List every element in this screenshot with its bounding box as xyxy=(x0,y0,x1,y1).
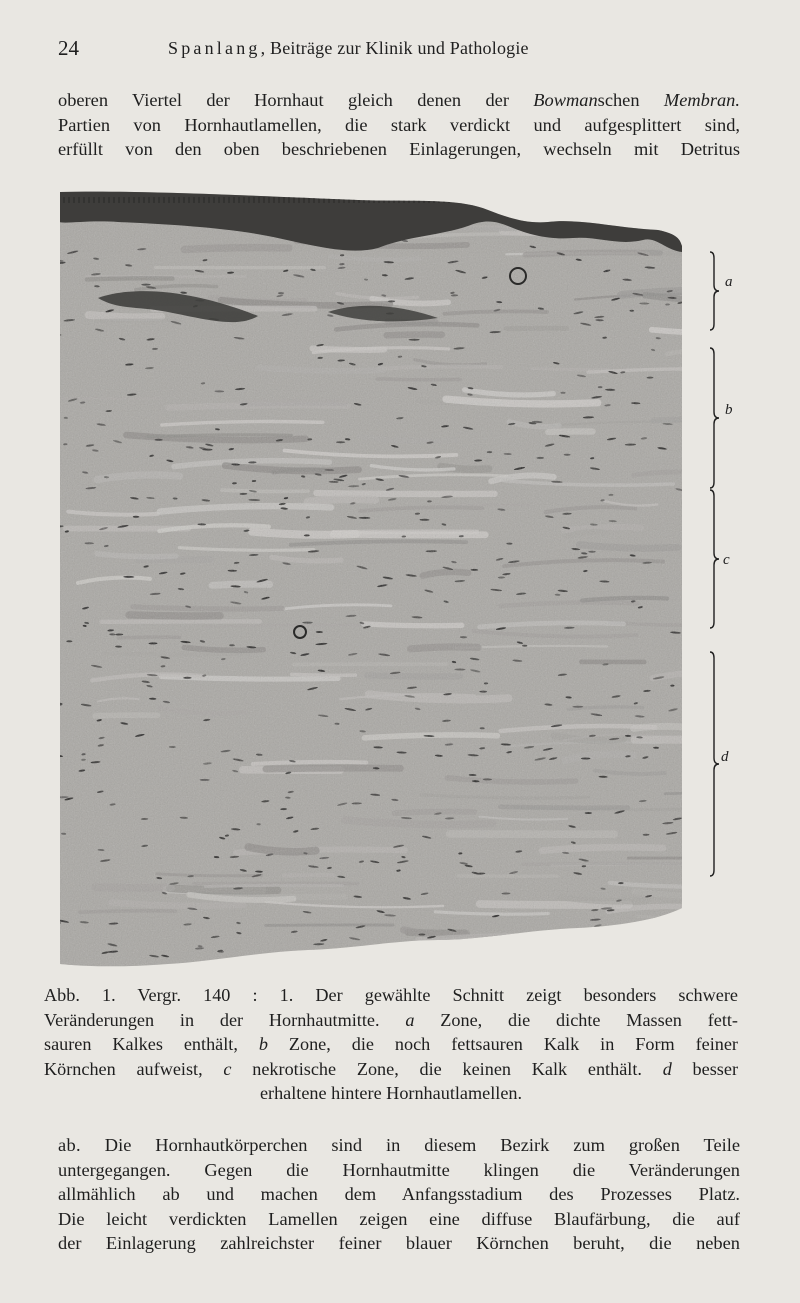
nucleus-mark xyxy=(580,945,588,949)
text-segment: schen xyxy=(597,90,664,110)
italic-name: Bowman xyxy=(533,90,598,110)
nucleus-mark xyxy=(441,943,447,946)
histology-micrograph xyxy=(58,188,748,970)
text-segment: Die Hornhautkörperchen sind in diesem Bezirk zum großen Teile xyxy=(80,1135,740,1155)
caption-line: Abb. 1. Vergr. 140 : 1. Der gewählte Schnitt zeigt besonders schwere xyxy=(44,985,738,1005)
lamella-streak xyxy=(592,956,699,960)
nucleus-mark xyxy=(539,948,550,952)
nucleus-mark xyxy=(604,934,610,936)
nucleus-mark xyxy=(552,943,559,946)
text-segment: sauren Kalkes enthält, xyxy=(44,1034,259,1055)
nucleus-mark xyxy=(426,961,437,965)
lamella-streak xyxy=(558,937,688,939)
text-segment: oberen Viertel der Hornhaut gleich denen der xyxy=(58,90,534,110)
nucleus-mark xyxy=(544,950,553,953)
nucleus-mark xyxy=(550,966,556,969)
running-head-author: Spanlang xyxy=(168,38,261,58)
zone-brace xyxy=(710,490,719,628)
page-header xyxy=(58,36,738,64)
text-line xyxy=(58,1133,740,1158)
text-line: Partien von Hornhautlamellen, die stark verdickt und aufgesplittert sind, xyxy=(58,114,740,135)
figure-caption xyxy=(44,983,738,1106)
zone-label-c: c xyxy=(723,552,730,568)
zone-ref: a xyxy=(405,1009,415,1030)
histology-figure xyxy=(58,188,748,970)
caption-line xyxy=(44,1057,738,1082)
nucleus-mark xyxy=(570,943,579,946)
caption-line xyxy=(44,1008,738,1033)
text-segment: besser xyxy=(671,1058,738,1079)
caption-line: erhaltene hintere Hornhautlamellen. xyxy=(259,1083,523,1104)
text-line: allmählich ab und machen dem Anfangsstadium des Prozesses Platz. xyxy=(58,1184,740,1205)
nucleus-mark xyxy=(593,943,604,946)
lamella-streak xyxy=(621,932,748,936)
text-line xyxy=(58,88,740,113)
nucleus-mark xyxy=(609,930,615,932)
nucleus-mark xyxy=(478,950,487,954)
zone-ref: b xyxy=(258,1034,268,1055)
zone-brace xyxy=(710,652,719,876)
text-segment: Zone, die noch fettsauren Kalk in Form feiner xyxy=(267,1034,738,1055)
zone-label-a: a xyxy=(725,274,733,290)
text-segment: Zone, die dichte Massen fett- xyxy=(414,1009,738,1030)
nucleus-mark xyxy=(645,937,653,941)
text-line: untergegangen. Gegen die Hornhautmitte klingen die Veränderungen xyxy=(58,1159,740,1180)
zone-brace xyxy=(710,252,719,330)
zone-label-b: b xyxy=(725,402,733,418)
text-line: Die leicht verdickten Lamellen zeigen eine diffuse Blaufärbung, die auf xyxy=(58,1208,740,1229)
tissue-section xyxy=(58,188,748,970)
page-number: 24 xyxy=(58,36,79,60)
text-line: erfüllt von den oben beschriebenen Einlagerungen, wechseln mit Detritus xyxy=(58,139,740,160)
bottom-paragraph xyxy=(58,1133,740,1256)
zone-braces xyxy=(710,252,719,876)
text-segment: Veränderungen in der Hornhautmitte. xyxy=(44,1009,406,1030)
text-segment: nekrotische Zone, die keinen Kalk enthält. xyxy=(231,1058,663,1079)
running-head-title: , Beiträge zur Klinik und Pathologie xyxy=(260,38,529,58)
text-line: der Einlagerung zahlreichster feiner blauer Körnchen beruht, die neben xyxy=(58,1233,740,1254)
zone-label-d: d xyxy=(721,749,729,765)
zone-ref: c xyxy=(223,1058,232,1079)
text-segment: ab. xyxy=(58,1135,81,1155)
nucleus-mark xyxy=(602,965,612,967)
running-head xyxy=(168,38,529,59)
lamella-streak xyxy=(276,956,331,959)
nucleus-mark xyxy=(643,927,653,929)
nucleus-mark xyxy=(573,960,585,965)
italic-term: Membran. xyxy=(663,90,740,110)
text-segment: Körnchen aufweist, xyxy=(44,1058,224,1079)
zone-brace xyxy=(710,348,719,488)
top-paragraph xyxy=(58,88,740,162)
caption-line xyxy=(44,1032,738,1057)
zone-ref: d xyxy=(662,1058,672,1079)
